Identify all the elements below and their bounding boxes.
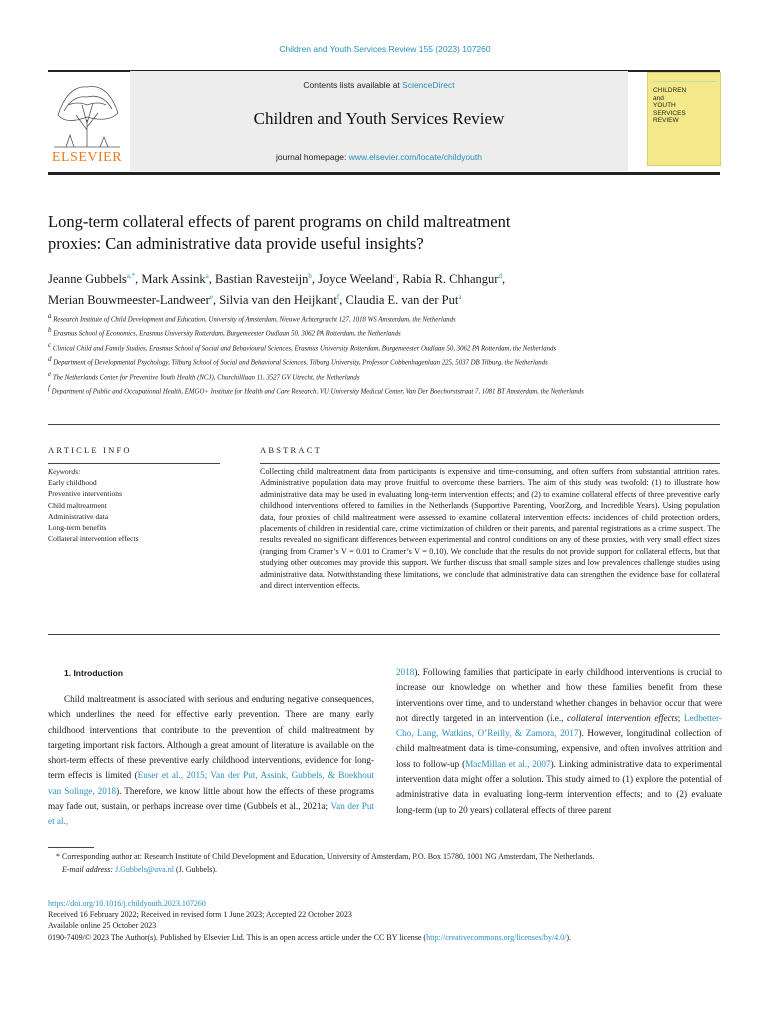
article-info-rule (48, 463, 220, 464)
contents-prefix: Contents lists available at (303, 80, 403, 90)
sciencedirect-link[interactable]: ScienceDirect (402, 80, 455, 90)
keyword: Child maltreatment (48, 500, 107, 510)
affiliation-text: Erasmus School of Economics, Erasmus University Rotterdam, Burgemeester Oudlaan 50, 3062 PA Rotterdam, the Netherlands (53, 330, 401, 338)
authors-line-1: Jeanne Gubbels$^{a,*}$, Mark Assink$^a$, Bastian Ravesteijn$^b$, Joyce Weeland$^c$, Rabia R. Chhangur$^d$, (48, 272, 506, 287)
email-link[interactable]: J.Gubbels@uva.nl (115, 864, 174, 874)
affiliation (48, 369, 720, 383)
license-line (48, 932, 738, 943)
cover-line: CHILDREN (653, 87, 687, 94)
intro-text: ). Linking administrative data to experimental intervention data might offer a solution. This study aimed to (1) explore the potential of administrative data in evaluating long-term intervention effects; and to (2) evaluate long-term (up to 20 years) collateral effects of three parent (396, 758, 722, 815)
author-affil-sup[interactable]: a (205, 272, 209, 280)
article-title (48, 211, 708, 255)
license-suffix: ). (566, 932, 572, 942)
received-dates: Received 16 February 2022; Received in revised form 1 June 2023; Accepted 22 October 2023 (48, 910, 352, 920)
homepage-prefix: journal homepage: (275, 152, 349, 162)
cover-line: YOUTH (653, 102, 676, 109)
journal-header (130, 71, 628, 171)
author-affil-sup[interactable]: a,* (126, 272, 136, 280)
intro-text: Child maltreatment is associated with serious and enduring negative consequences, which underlines the need for effective early prevention. There are many early childhood interventions that contribute to the prevention of child maltreatment by targeting important risk factors. Although a great amount of literature is available on the short-term effects of these preventive early childhood interventions, evidence for long-term effects is limited ( (48, 694, 374, 781)
author-name[interactable]: Jeanne Gubbels (48, 272, 127, 287)
author-name[interactable]: Joyce Weeland (318, 272, 393, 287)
citation-link[interactable]: Ledbetter-Cho, Lang, Watkins, O’Reilly, & Zamora, 2017 (396, 712, 722, 739)
abstract-text: Collecting child maltreatment data from participants is expensive and time-consuming, and often suffers from substantial attrition rates. Administrative population data may prove fruitful to overcome these barriers. The aim of this study was twofold: (1) to illustrate how administrative data may be used in evaluating long-term intervention effects; and (2) to examine collateral effects of three preventive early childhood interventions offered to families in the Netherlands (Supportive Parenting, VoorZorg, and Incredible Years). Using population data, four proxies of child maltreatment were assessed to examine collateral intervention effects: incidences of child protection orders, placements of children in residential care, crime victimization of children or their parents, and parental registrations as a crime suspect. The results revealed no significant differences between experimental and control conditions on any of these proxies, with very small effect sizes (ranging from Cramer’s V = 0.01 to Cramer’s V = 0.10). We conclude that the results do not provide support for collateral effects, but that studying other outcomes may provide this support. We further discuss that small sample sizes and low prevalences challenge studies using administrative data. Notwithstanding these limitations, we conclude that administrative data can strengthen the evidence base for collateral and direct intervention effects. (260, 467, 720, 591)
keywords-label: Keywords: (48, 467, 81, 476)
author-affil-sup[interactable]: a (458, 293, 462, 302)
homepage-line (130, 152, 628, 162)
intro-emphasis: collateral intervention effects (567, 712, 678, 723)
intro-text: ; (677, 712, 684, 723)
abstract-bottom-rule (48, 634, 720, 635)
article-meta (48, 898, 738, 943)
keywords-block (48, 466, 218, 544)
available-online: Available online 25 October 2023 (48, 921, 157, 931)
contents-line (130, 80, 628, 90)
footnote (48, 851, 720, 876)
affiliation-sup: a (48, 312, 52, 320)
abstract-label: ABSTRACT (260, 445, 322, 455)
affiliation-sup: b (48, 326, 52, 335)
affiliation (48, 340, 720, 354)
journal-citation[interactable]: Children and Youth Services Review 155 (2023) 107260 (279, 44, 491, 54)
author-name[interactable]: Silvia van den Heijkant (219, 293, 337, 308)
license-text: 0190-7409/© 2023 The Author(s). Published by Elsevier Ltd. This is an open access article under the CC BY license ( (48, 932, 427, 942)
email-line (48, 864, 720, 877)
author-affil-sup[interactable]: c (392, 272, 397, 280)
cover-line: SERVICES (653, 109, 686, 117)
affiliation-text: The Netherlands Center for Preventive Youth Health (NCJ), Churchilllaan 11, 3527 GV Utrecht, the Netherlands (52, 374, 360, 382)
intro-column-right (396, 665, 722, 818)
affiliation-sup: f (48, 384, 50, 393)
abstract-rule (260, 463, 720, 464)
author-name[interactable]: Claudia E. van der Put (345, 293, 459, 308)
journal-cover-thumbnail (647, 72, 721, 166)
email-suffix: (J. Gubbels). (173, 864, 218, 874)
cover-topline (652, 76, 716, 82)
section-rule (48, 424, 720, 425)
cover-line: and (653, 94, 664, 102)
author-name[interactable]: Mark Assink (141, 272, 206, 287)
cover-line: REVIEW (653, 117, 679, 124)
author-affil-sup[interactable]: b (308, 272, 312, 280)
keyword: Early childhood (48, 478, 97, 488)
affiliation-sup: d (48, 355, 52, 364)
title-line: proxies: Can administrative data provide useful insights? (48, 234, 424, 253)
intro-column-left (48, 692, 374, 830)
author-affil-sup[interactable]: e (209, 293, 213, 302)
affiliation (48, 311, 720, 325)
citation-link[interactable]: MacMillan et al., 2007 (465, 758, 551, 769)
footnote-rule (48, 847, 94, 848)
keyword: Collateral intervention effects (48, 534, 139, 544)
author-name[interactable]: Merian Bouwmeester-Landweer (48, 293, 210, 308)
keyword: Administrative data (48, 511, 109, 521)
homepage-link[interactable]: www.elsevier.com/locate/childyouth (348, 152, 482, 162)
intro-text: ). However, longitudinal collection of child maltreatment data is time-consuming, expensive, and often involves attrition and loss to follow-up ( (396, 728, 722, 769)
citation-link[interactable]: Euser et al., 2015; Van der Put, Assink, Gubbels, & Boekhout van Solinge, 2018 (48, 770, 375, 796)
intro-text: ). Following families that participate in early childhood interventions is crucial to increase our knowledge on whether and how these families benefit from these interventions over time, and to understand whether changes in behavior occur that were not directly targeted in an intervention (i.e., (396, 667, 722, 723)
author-list (48, 267, 728, 309)
intro-heading: 1. Introduction (64, 668, 124, 678)
affiliation-text: Clinical Child and Family Studies, Erasmus School of Social and Behavioural Sciences, Erasmus University Rotterdam, Burgemeester Oudlaan 50, 3062 PA Rotterdam, the Netherlands (52, 345, 557, 353)
journal-title: Children and Youth Services Review (253, 109, 505, 128)
publisher-wordmark: ELSEVIER (51, 150, 123, 165)
intro-text: ). Therefore, we know little about how the effects of these programs may fade out, sustain, or perhaps increase over time (Gubbels et al., 2021a; (48, 785, 374, 812)
affiliation (48, 354, 720, 368)
author-name[interactable]: Rabia R. Chhangur (402, 272, 499, 287)
author-name[interactable]: Bastian Ravesteijn (215, 272, 309, 287)
affiliation-text: Department of Public and Occupational Health, EMGO+ Institute for Health and Care Research, VU University Medical Center, Van Der Boechorststraat 7, 1081 BT Amsterdam, the Netherlands (51, 388, 584, 396)
doi-link[interactable]: https://doi.org/10.1016/j.childyouth.2023.107260 (48, 899, 206, 908)
affiliation-sup: e (48, 369, 52, 378)
affiliations (48, 311, 720, 398)
affiliation-sup: c (48, 340, 52, 349)
cover-title (653, 87, 713, 125)
header-bottom-rule (48, 172, 720, 175)
article-info-label: ARTICLE INFO (48, 445, 132, 455)
author-affil-sup[interactable]: d (498, 272, 502, 280)
citation-link[interactable]: Van der Put et al., (48, 801, 374, 827)
keyword: Preventive interventions (48, 489, 123, 499)
affiliation (48, 383, 720, 397)
keyword: Long-term benefits (48, 523, 107, 533)
affiliation-text: Research Institute of Child Development and Education, University of Amsterdam, Nieuwe Achtergracht 127, 1018 WS Amsterdam, the Netherlands (53, 316, 456, 324)
affiliation-text: Department of Developmental Psychology, Tilburg School of Social and Behavioral Sciences, Tilburg University, Professor Cobbenhagenlaan 225, 5037 DB Tilburg, the Netherlands (53, 359, 548, 367)
corresponding-author-note: * Corresponding author at: Research Institute of Child Development and Education, University of Amsterdam, P.O. Box 15780, 1001 NG Amsterdam, The Netherlands. (56, 852, 595, 861)
title-line: Long-term collateral effects of parent programs on child maltreatment (48, 212, 511, 231)
affiliation (48, 325, 720, 339)
authors-line-2: Merian Bouwmeester-Landweer$^e$, Silvia van den Heijkant$^f$, Claudia E. van der Put$^a$ (48, 293, 462, 308)
license-link[interactable]: http://creativecommons.org/licenses/by/4.0/ (426, 932, 567, 942)
citation-link[interactable]: 2018 (396, 667, 415, 677)
email-label: E-mail address: (62, 864, 116, 874)
author-affil-sup[interactable]: f (336, 293, 340, 302)
